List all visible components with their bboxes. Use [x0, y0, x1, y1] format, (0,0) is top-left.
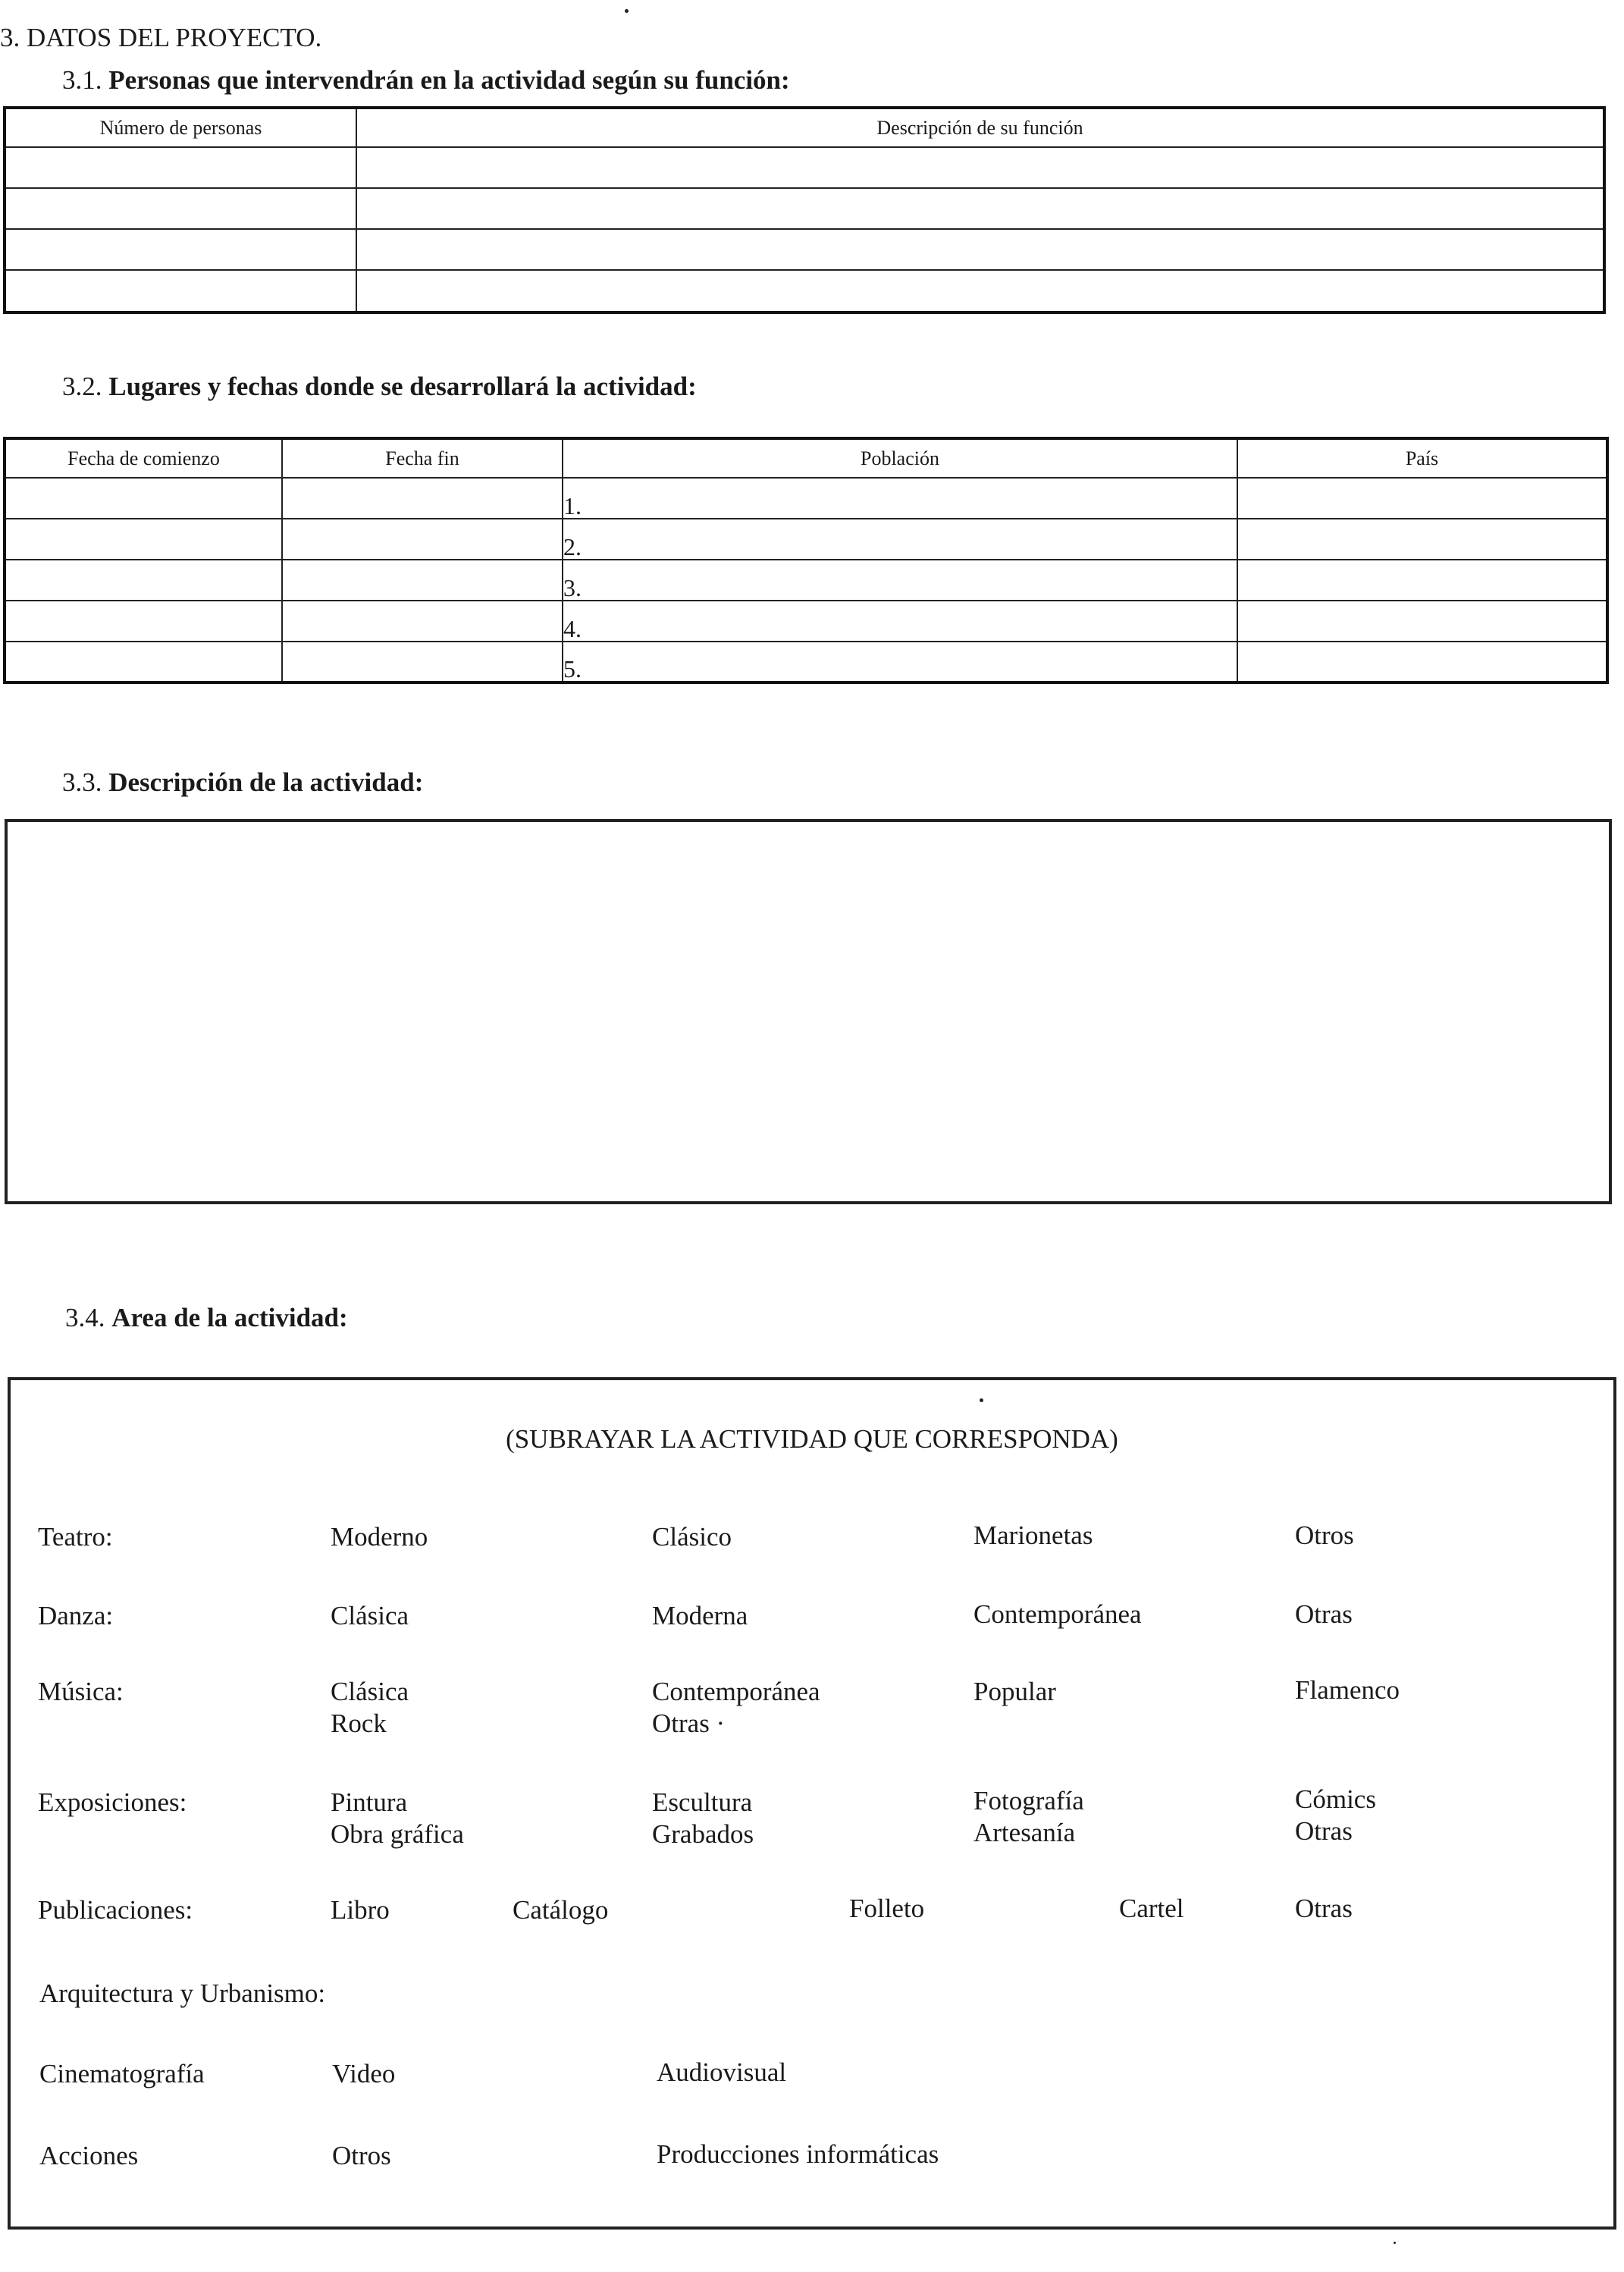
section-3-1-heading — [62, 65, 790, 96]
lugares-table — [3, 437, 1609, 684]
section-3-1-title: Personas que intervendrán en la actividad según su función: — [108, 65, 790, 95]
teatro-moderno-option[interactable]: Moderno — [331, 1522, 428, 1552]
musica-label: Música: — [38, 1677, 124, 1706]
poblacion-field[interactable]: 4. — [563, 601, 1237, 642]
exposiciones-otras-option[interactable]: Otras — [1295, 1816, 1353, 1846]
personas-table — [3, 106, 1606, 314]
pais-field[interactable] — [1237, 560, 1607, 601]
section-3-1-number: 3.1. — [62, 65, 102, 95]
exposiciones-grabados-option[interactable]: Grabados — [652, 1819, 754, 1849]
table-row — [5, 560, 1607, 601]
fecha-fin-field[interactable] — [282, 560, 563, 601]
danza-moderna-option[interactable]: Moderna — [652, 1601, 748, 1630]
fecha-comienzo-field[interactable] — [5, 601, 282, 642]
fecha-comienzo-field[interactable] — [5, 642, 282, 683]
table-row — [5, 519, 1607, 560]
publicaciones-label: Publicaciones: — [38, 1895, 193, 1925]
header-descripcion-funcion: Descripción de su función — [356, 108, 1604, 147]
numero-personas-field[interactable] — [5, 229, 356, 270]
scan-speck — [980, 1398, 983, 1402]
table-row — [5, 270, 1604, 312]
teatro-marionetas-option[interactable]: Marionetas — [973, 1520, 1093, 1550]
pais-field[interactable] — [1237, 601, 1607, 642]
exposiciones-obra-grafica-option[interactable]: Obra gráfica — [331, 1819, 464, 1849]
exposiciones-escultura-option[interactable]: Escultura — [652, 1787, 753, 1817]
table-row — [5, 642, 1607, 683]
musica-contemporanea-option[interactable]: Contemporánea — [652, 1677, 820, 1706]
section-3-2-heading — [62, 372, 697, 402]
descripcion-funcion-field[interactable] — [356, 147, 1604, 188]
publicaciones-otras-option[interactable]: Otras — [1295, 1894, 1353, 1923]
descripcion-funcion-field[interactable] — [356, 229, 1604, 270]
musica-otras-option[interactable]: Otras · — [652, 1709, 726, 1738]
area-actividad-box — [8, 1377, 1616, 2230]
header-numero-personas: Número de personas — [5, 108, 356, 147]
exposiciones-pintura-option[interactable]: Pintura — [331, 1787, 408, 1817]
cinematografia-option[interactable]: Cinematografía — [39, 2059, 205, 2088]
fecha-fin-field[interactable] — [282, 478, 563, 519]
musica-popular-option[interactable]: Popular — [973, 1677, 1056, 1706]
poblacion-field[interactable]: 5. — [563, 642, 1237, 683]
fecha-comienzo-field[interactable] — [5, 560, 282, 601]
arquitectura-urbanismo-option[interactable]: Arquitectura y Urbanismo: — [39, 1979, 326, 2008]
header-poblacion: Población — [563, 438, 1237, 478]
acciones-option[interactable]: Acciones — [39, 2141, 139, 2170]
exposiciones-fotografia-option[interactable]: Fotografía — [973, 1786, 1084, 1815]
poblacion-field[interactable]: 2. — [563, 519, 1237, 560]
header-pais: País — [1237, 438, 1607, 478]
audiovisual-option[interactable]: Audiovisual — [657, 2057, 787, 2087]
teatro-otros-option[interactable]: Otros — [1295, 1520, 1354, 1550]
section-3-3-heading — [62, 767, 423, 798]
table-row — [5, 188, 1604, 229]
header-fecha-comienzo: Fecha de comienzo — [5, 438, 282, 478]
table-row — [5, 147, 1604, 188]
table-row — [5, 478, 1607, 519]
section-3-3-title: Descripción de la actividad: — [108, 767, 424, 797]
section-title: 3. DATOS DEL PROYECTO. — [0, 23, 322, 52]
fecha-comienzo-field[interactable] — [5, 519, 282, 560]
fecha-fin-field[interactable] — [282, 601, 563, 642]
teatro-clasico-option[interactable]: Clásico — [652, 1522, 732, 1552]
section-3-2-number: 3.2. — [62, 372, 102, 401]
musica-rock-option[interactable]: Rock — [331, 1709, 387, 1738]
musica-clasica-option[interactable]: Clásica — [331, 1677, 409, 1706]
scan-speck — [625, 9, 629, 13]
instruction-text: (SUBRAYAR LA ACTIVIDAD QUE CORRESPONDA) — [506, 1424, 1118, 1454]
danza-otras-option[interactable]: Otras — [1295, 1599, 1353, 1629]
danza-label: Danza: — [38, 1601, 114, 1630]
pais-field[interactable] — [1237, 478, 1607, 519]
producciones-informaticas-option[interactable]: Producciones informáticas — [657, 2139, 939, 2169]
publicaciones-cartel-option[interactable]: Cartel — [1119, 1894, 1184, 1923]
section-3-3-number: 3.3. — [62, 767, 102, 797]
acciones-otros-option[interactable]: Otros — [332, 2141, 391, 2170]
section-3-4-heading — [65, 1303, 348, 1333]
table-row — [5, 229, 1604, 270]
descripcion-actividad-field[interactable] — [5, 819, 1612, 1204]
section-3-4-title: Area de la actividad: — [111, 1303, 348, 1332]
numero-personas-field[interactable] — [5, 147, 356, 188]
poblacion-field[interactable]: 3. — [563, 560, 1237, 601]
section-3-4-number: 3.4. — [65, 1303, 105, 1332]
danza-clasica-option[interactable]: Clásica — [331, 1601, 409, 1630]
descripcion-funcion-field[interactable] — [356, 270, 1604, 312]
fecha-fin-field[interactable] — [282, 519, 563, 560]
publicaciones-catalogo-option[interactable]: Catálogo — [513, 1895, 609, 1925]
poblacion-field[interactable]: 1. — [563, 478, 1237, 519]
danza-contemporanea-option[interactable]: Contemporánea — [973, 1599, 1142, 1629]
exposiciones-label: Exposiciones: — [38, 1787, 187, 1817]
video-option[interactable]: Video — [332, 2059, 396, 2088]
numero-personas-field[interactable] — [5, 270, 356, 312]
publicaciones-libro-option[interactable]: Libro — [331, 1895, 390, 1925]
section-3-2-title: Lugares y fechas donde se desarrollará la actividad: — [108, 372, 697, 401]
exposiciones-comics-option[interactable]: Cómics — [1295, 1784, 1376, 1814]
header-fecha-fin: Fecha fin — [282, 438, 563, 478]
fecha-comienzo-field[interactable] — [5, 478, 282, 519]
descripcion-funcion-field[interactable] — [356, 188, 1604, 229]
pais-field[interactable] — [1237, 642, 1607, 683]
fecha-fin-field[interactable] — [282, 642, 563, 683]
numero-personas-field[interactable] — [5, 188, 356, 229]
table-row — [5, 601, 1607, 642]
musica-flamenco-option[interactable]: Flamenco — [1295, 1675, 1400, 1705]
publicaciones-folleto-option[interactable]: Folleto — [849, 1894, 925, 1923]
teatro-label: Teatro: — [38, 1522, 113, 1552]
pais-field[interactable] — [1237, 519, 1607, 560]
exposiciones-artesania-option[interactable]: Artesanía — [973, 1818, 1076, 1847]
scan-speck — [1394, 2242, 1396, 2244]
